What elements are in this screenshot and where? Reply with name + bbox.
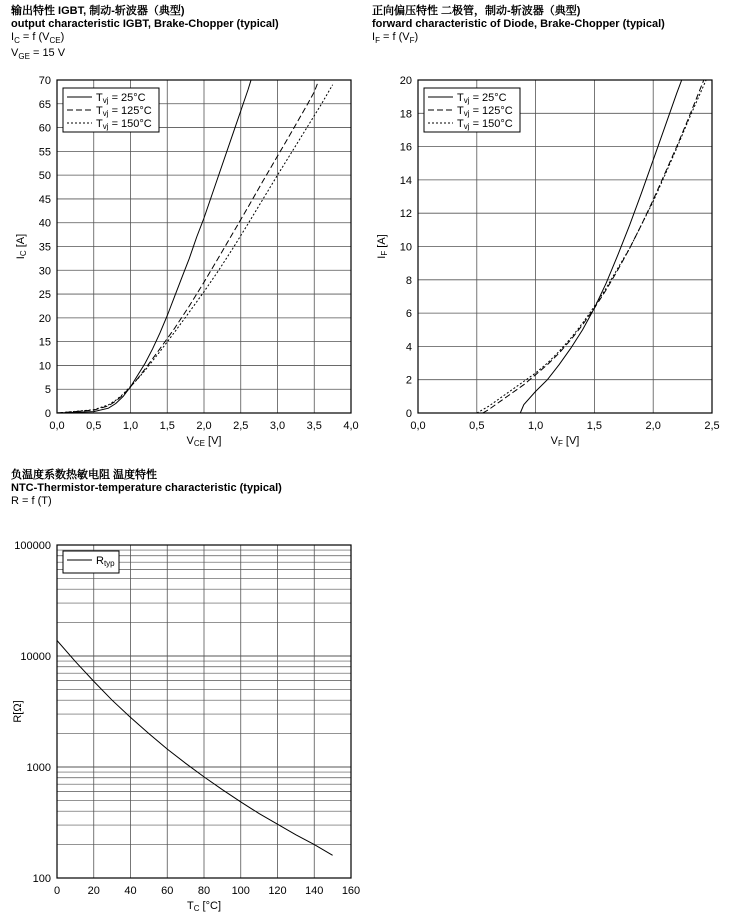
c2-xtick-label: 2,0 xyxy=(645,420,661,432)
c1-xtick-label: 3,5 xyxy=(306,420,322,432)
c3-xtick-label: 60 xyxy=(161,885,174,897)
c3-xtick-label: 100 xyxy=(231,885,250,897)
c2-xtick-label: 1,0 xyxy=(527,420,544,432)
c2-xaxis-title: VF [V] xyxy=(550,435,580,448)
c1-ytick-label: 10 xyxy=(38,360,51,373)
c1-ytick-label: 65 xyxy=(38,98,51,111)
c2-ytick-label: 0 xyxy=(405,408,412,420)
c2-group xyxy=(376,68,720,448)
c1-xtick-label: 1,0 xyxy=(122,420,139,432)
c3-group xyxy=(12,540,360,913)
c1-ytick-label: 0 xyxy=(44,408,51,420)
chart3-function: R = f (T) xyxy=(11,495,52,507)
c2-ytick-label: 14 xyxy=(399,174,412,187)
c2-legend-label-2: Tvj = 150°C xyxy=(457,118,513,131)
c2-legend-label-0: Tvj = 25°C xyxy=(457,92,507,105)
c3-xaxis-title: TC [°C] xyxy=(186,900,222,913)
c1-ytick-label: 60 xyxy=(38,122,51,135)
c3-ytick-label: 100000 xyxy=(14,540,51,552)
c2-ytick-label: 6 xyxy=(405,308,412,321)
c3-legend-label-0: Rtyp xyxy=(96,555,115,568)
c1-group xyxy=(15,66,359,448)
c2-xtick-label: 2,5 xyxy=(704,420,720,432)
c2-series-0-line xyxy=(520,68,686,413)
c2-xtick-label: 0,5 xyxy=(469,420,485,432)
c1-ytick-label: 45 xyxy=(38,193,51,206)
c1-ytick-label: 40 xyxy=(38,217,51,230)
c3-yaxis-title: R[Ω] xyxy=(12,700,24,723)
c3-ytick-label: 100 xyxy=(32,873,51,885)
c1-ytick-label: 70 xyxy=(38,75,51,87)
c1-xtick-label: 0,0 xyxy=(49,420,65,432)
chart1-title-en: output characteristic IGBT, Brake-Chopper (typical) xyxy=(11,18,279,30)
c2-ytick-label: 2 xyxy=(405,374,412,387)
c1-ytick-label: 5 xyxy=(44,384,51,397)
c2-xtick-label: 0,0 xyxy=(410,420,426,432)
chart2-title-en: forward characteristic of Diode, Brake-Chopper (typical) xyxy=(372,18,665,30)
c2-ytick-label: 18 xyxy=(399,108,412,121)
c3-xtick-label: 80 xyxy=(197,885,211,897)
c1-ytick-label: 25 xyxy=(38,289,51,302)
chart3-title-en: NTC-Thermistor-temperature characteristic (typical) xyxy=(11,482,282,494)
c2-ytick-label: 10 xyxy=(399,241,412,254)
c2-ytick-label: 16 xyxy=(399,141,412,154)
c3-xtick-label: 0 xyxy=(53,885,61,897)
c1-xtick-label: 2,0 xyxy=(196,420,212,432)
c1-ytick-label: 55 xyxy=(38,146,51,159)
c1-ytick-label: 35 xyxy=(38,241,51,254)
c3-xtick-label: 40 xyxy=(124,885,137,897)
c2-ytick-label: 8 xyxy=(405,274,412,287)
c2-ytick-label: 12 xyxy=(399,208,412,221)
c1-ytick-label: 15 xyxy=(38,336,51,349)
chart1-title-cn: 输出特性 IGBT, 制动-斩波器（典型) xyxy=(11,5,185,17)
c1-xtick-label: 4,0 xyxy=(343,420,359,432)
c1-xtick-label: 0,5 xyxy=(86,420,102,432)
c3-xtick-label: 120 xyxy=(268,885,287,897)
c3-series-0-line xyxy=(57,641,333,856)
c1-xtick-label: 2,5 xyxy=(233,420,249,432)
chart2-title-cn: 正向偏压特性 二极管，制动-斩波器（典型) xyxy=(372,5,581,17)
c1-xtick-label: 3,0 xyxy=(269,420,286,432)
c2-xtick-label: 1,5 xyxy=(586,420,603,432)
c1-legend-label-1: Tvj = 125°C xyxy=(96,105,152,118)
chart3-title-cn: 负温度系数热敏电阻 温度特性 xyxy=(11,469,158,481)
c3-xtick-label: 20 xyxy=(87,885,100,897)
c3-ytick-label: 10000 xyxy=(20,651,51,663)
c1-yaxis-title: IC [A] xyxy=(15,233,28,260)
c2-ytick-label: 20 xyxy=(399,75,412,87)
c1-ytick-label: 50 xyxy=(38,170,51,183)
c2-ytick-label: 4 xyxy=(405,341,412,354)
c3-ytick-label: 1000 xyxy=(26,762,51,774)
c1-series-2-line xyxy=(57,85,333,413)
c1-legend-label-0: Tvj = 25°C xyxy=(96,92,146,105)
c3-xtick-label: 160 xyxy=(341,885,361,897)
chart1-function: $I_C = f$ $(V_{CE})$ xyxy=(11,31,65,46)
c3-xtick-label: 140 xyxy=(305,885,324,897)
c2-legend-label-1: Tvj = 125°C xyxy=(457,105,513,118)
c1-legend-label-2: Tvj = 150°C xyxy=(96,118,152,131)
c1-xaxis-title: VCE [V] xyxy=(186,435,222,448)
c1-ytick-label: 20 xyxy=(38,312,51,325)
chart1-condition: $V_{GE} = 15$ V xyxy=(11,47,66,62)
c1-ytick-label: 30 xyxy=(38,265,51,278)
c1-xtick-label: 1,5 xyxy=(159,420,175,432)
c2-yaxis-title: IF [A] xyxy=(376,234,389,259)
chart2-function: $I_F = f$ $(V_F)$ xyxy=(372,31,419,46)
